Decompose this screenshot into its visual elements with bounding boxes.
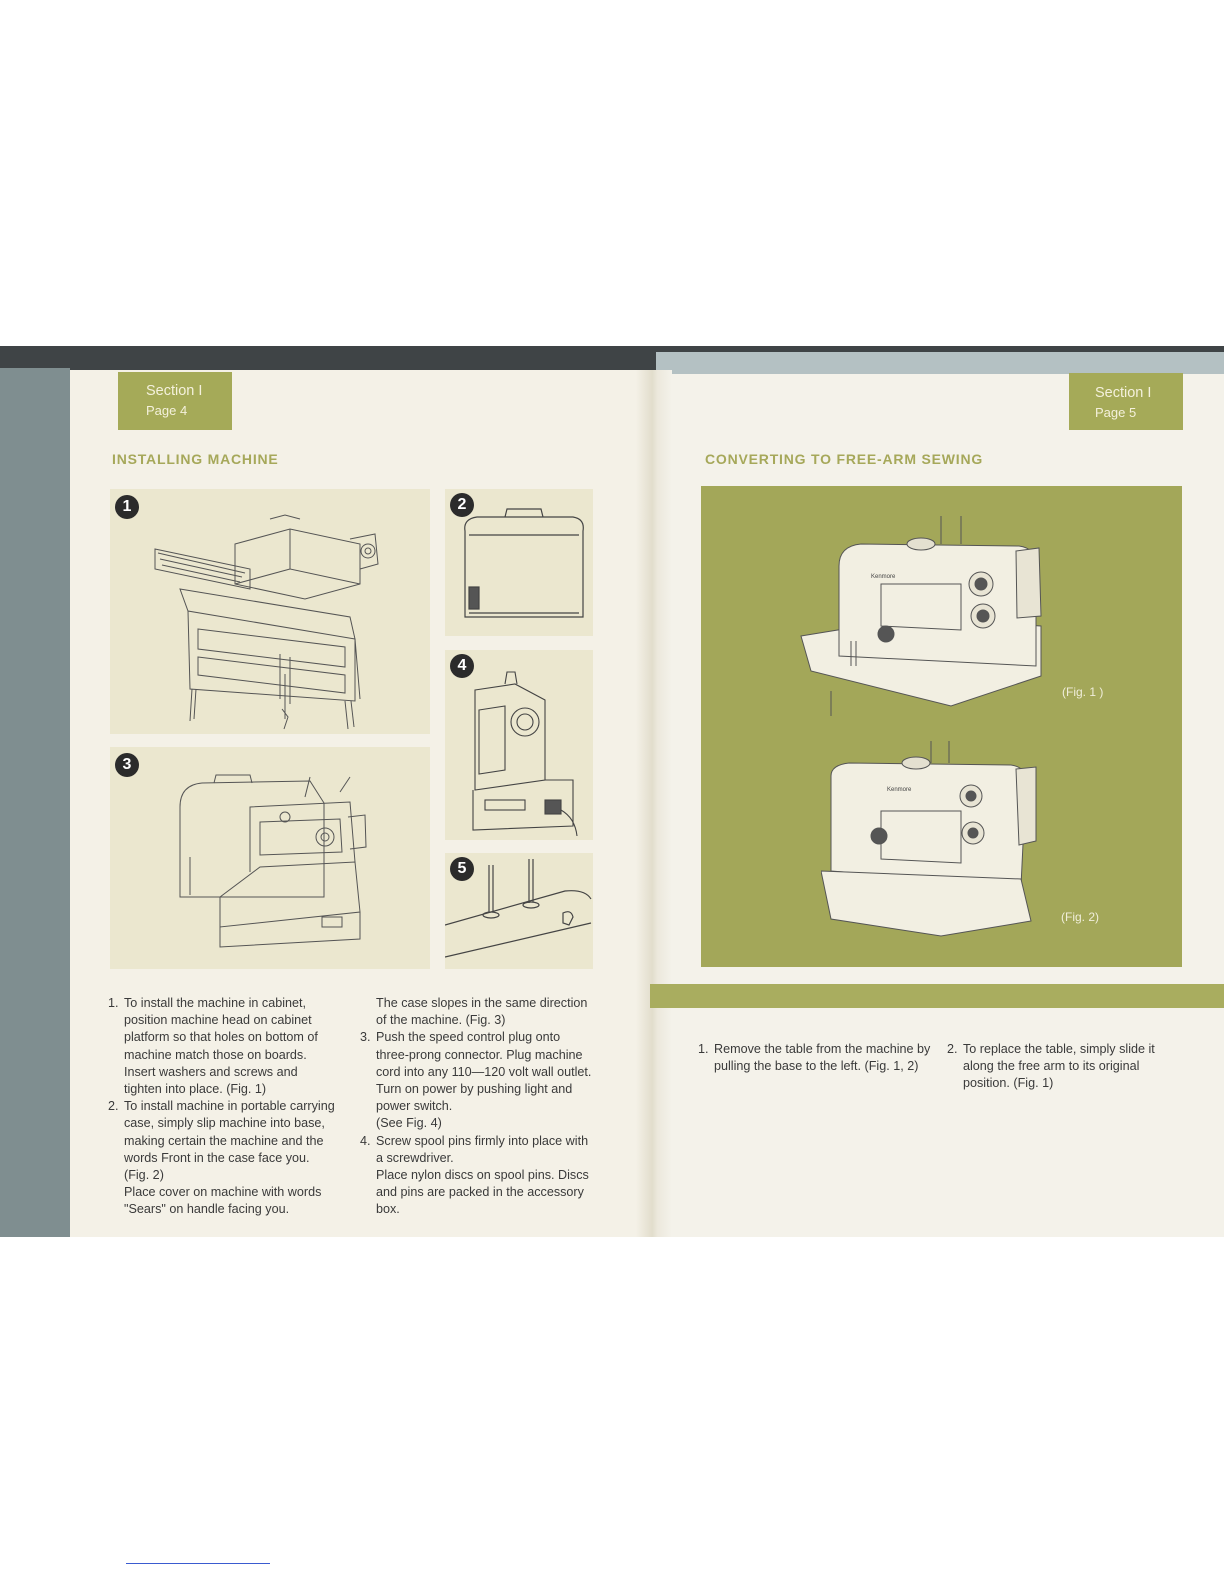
figure-number-badge: 5: [450, 857, 474, 881]
section-tab-right: [1069, 373, 1183, 430]
list-item: [360, 1029, 592, 1132]
list-item-number: 4.: [360, 1133, 371, 1148]
list-item-text: Remove the table from the machine by pulling the base to the left. (Fig. 1, 2): [714, 1042, 931, 1074]
list-item: [108, 1098, 338, 1218]
brand-label: Kenmore: [871, 574, 896, 580]
figure-number-badge: 2: [450, 493, 474, 517]
figure-caption: (Fig. 2): [1061, 910, 1100, 924]
list-item-number: 2.: [947, 1042, 958, 1056]
section-tab-left: [118, 372, 232, 430]
list-item-note: Place nylon discs on spool pins. Discs and pins are packed in the accessory box.: [376, 1168, 589, 1217]
list-item: [947, 1041, 1181, 1093]
instructions-column-2: [360, 995, 592, 1219]
figure-number-badge: 4: [450, 654, 474, 678]
page-label: Page 5: [1095, 405, 1137, 420]
instructions-column-1: [698, 1041, 932, 1075]
list-item-number: 3.: [360, 1030, 371, 1045]
list-item-text: To install the machine in cabinet, position machine head on cabinet platform so that holes on bottom of machine match those on boards. Insert washers and screws and tighten into place. (Fig. 1): [124, 996, 318, 1097]
carrying-case-illustration: [445, 489, 593, 636]
page-heading: INSTALLING MACHINE: [112, 451, 279, 467]
list-item: [360, 1133, 592, 1219]
decorative-band: [650, 984, 1224, 1008]
figure-4-panel: [445, 650, 593, 840]
list-item-note: Place cover on machine with words "Sears" on handle facing you.: [124, 1185, 322, 1217]
page-label: Page 4: [146, 403, 188, 418]
section-label: Section I: [1095, 385, 1152, 401]
instructions-column-1: [108, 995, 338, 1219]
spool-pins-illustration: [445, 853, 593, 969]
section-label: Section I: [146, 383, 203, 399]
free-arm-machine-illustration: [821, 741, 1051, 951]
page-heading: CONVERTING TO FREE-ARM SEWING: [705, 451, 984, 467]
continued-text: The case slopes in the same direction of the machine. (Fig. 3): [376, 996, 588, 1028]
machine-in-case-illustration: [110, 747, 430, 969]
figure-2-panel: [445, 489, 593, 636]
brand-label: Kenmore: [887, 787, 912, 793]
figure-plate: [701, 486, 1182, 967]
list-item-number: 1.: [108, 996, 119, 1010]
list-item-text: To install machine in portable carrying case, simply slip machine into base, making certain the machine and the words Front in the case face you. (Fig. 2): [124, 1099, 335, 1183]
list-item-text: To replace the table, simply slide it along the free arm to its original position. (Fig. 1): [963, 1042, 1155, 1091]
figure-5-panel: [445, 853, 593, 969]
cabinet-illustration: [110, 489, 430, 734]
machine-with-table-illustration: [791, 506, 1061, 726]
book-gutter: [636, 370, 672, 1237]
scan-artifact-line: [126, 1563, 270, 1564]
list-item: [108, 995, 338, 1098]
speed-plug-illustration: [445, 650, 593, 840]
list-item-text: Screw spool pins firmly into place with a screwdriver.: [376, 1133, 589, 1165]
figure-caption: (Fig. 1 ): [1062, 685, 1104, 699]
figure-number-badge: 3: [115, 753, 139, 777]
instructions-column-2: [947, 1041, 1181, 1093]
list-item-number: 1.: [698, 1042, 709, 1056]
scan-edge: [0, 368, 70, 1237]
figure-3-panel: [110, 747, 430, 969]
list-item-text: Push the speed control plug onto three-prong connector. Plug machine cord into any 110—120 volt wall outlet. Turn on power by pushing light and power switch.: [376, 1030, 592, 1114]
figure-number-badge: 1: [115, 495, 139, 519]
figure-1-panel: [110, 489, 430, 734]
list-item-number: 2.: [108, 1099, 119, 1114]
list-item: [698, 1041, 932, 1075]
list-item-note: (See Fig. 4): [376, 1116, 442, 1131]
